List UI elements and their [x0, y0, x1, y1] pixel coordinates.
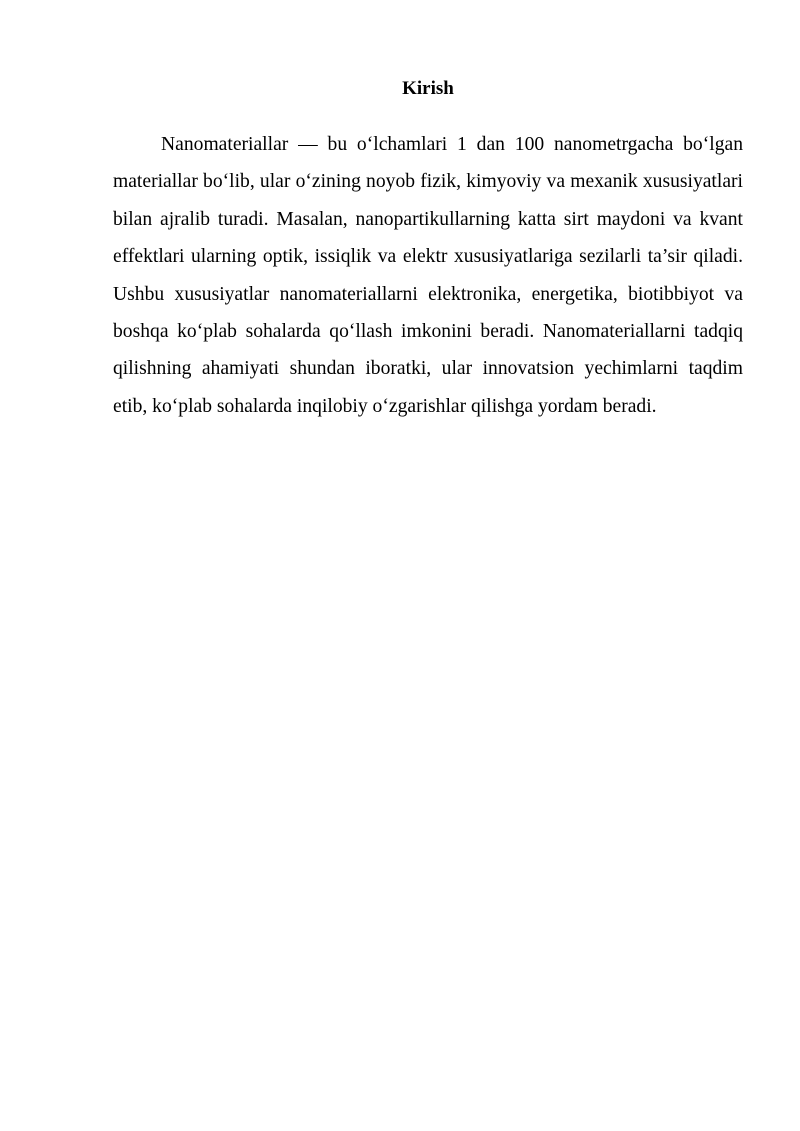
body-paragraph: Nanomateriallar — bu o‘lchamlari 1 dan 100 nanometrgacha bo‘lgan materiallar bo‘lib, ular o‘zining noyob fizik, kimyoviy va mexanik xususiyatlari bilan ajralib turadi. Masalan, nanopartikullarning katta sirt maydoni va kvant effektlari ularning optik, issiqlik va elektr xususiyatlariga sezilarli ta’sir qiladi. Ushbu xususiyatlar nanomateriallarni elektronika, energetika, biotibbiyot va boshqa ko‘plab sohalarda qo‘llash imkonini beradi. Nanomateriallarni tadqiq qilishning ahamiyati shundan iboratki, ular innovatsion yechimlarni taqdim etib, ko‘plab sohalarda inqilobiy o‘zgarishlar qilishga yordam beradi. — [113, 134, 743, 417]
section-heading: Kirish — [402, 78, 454, 99]
